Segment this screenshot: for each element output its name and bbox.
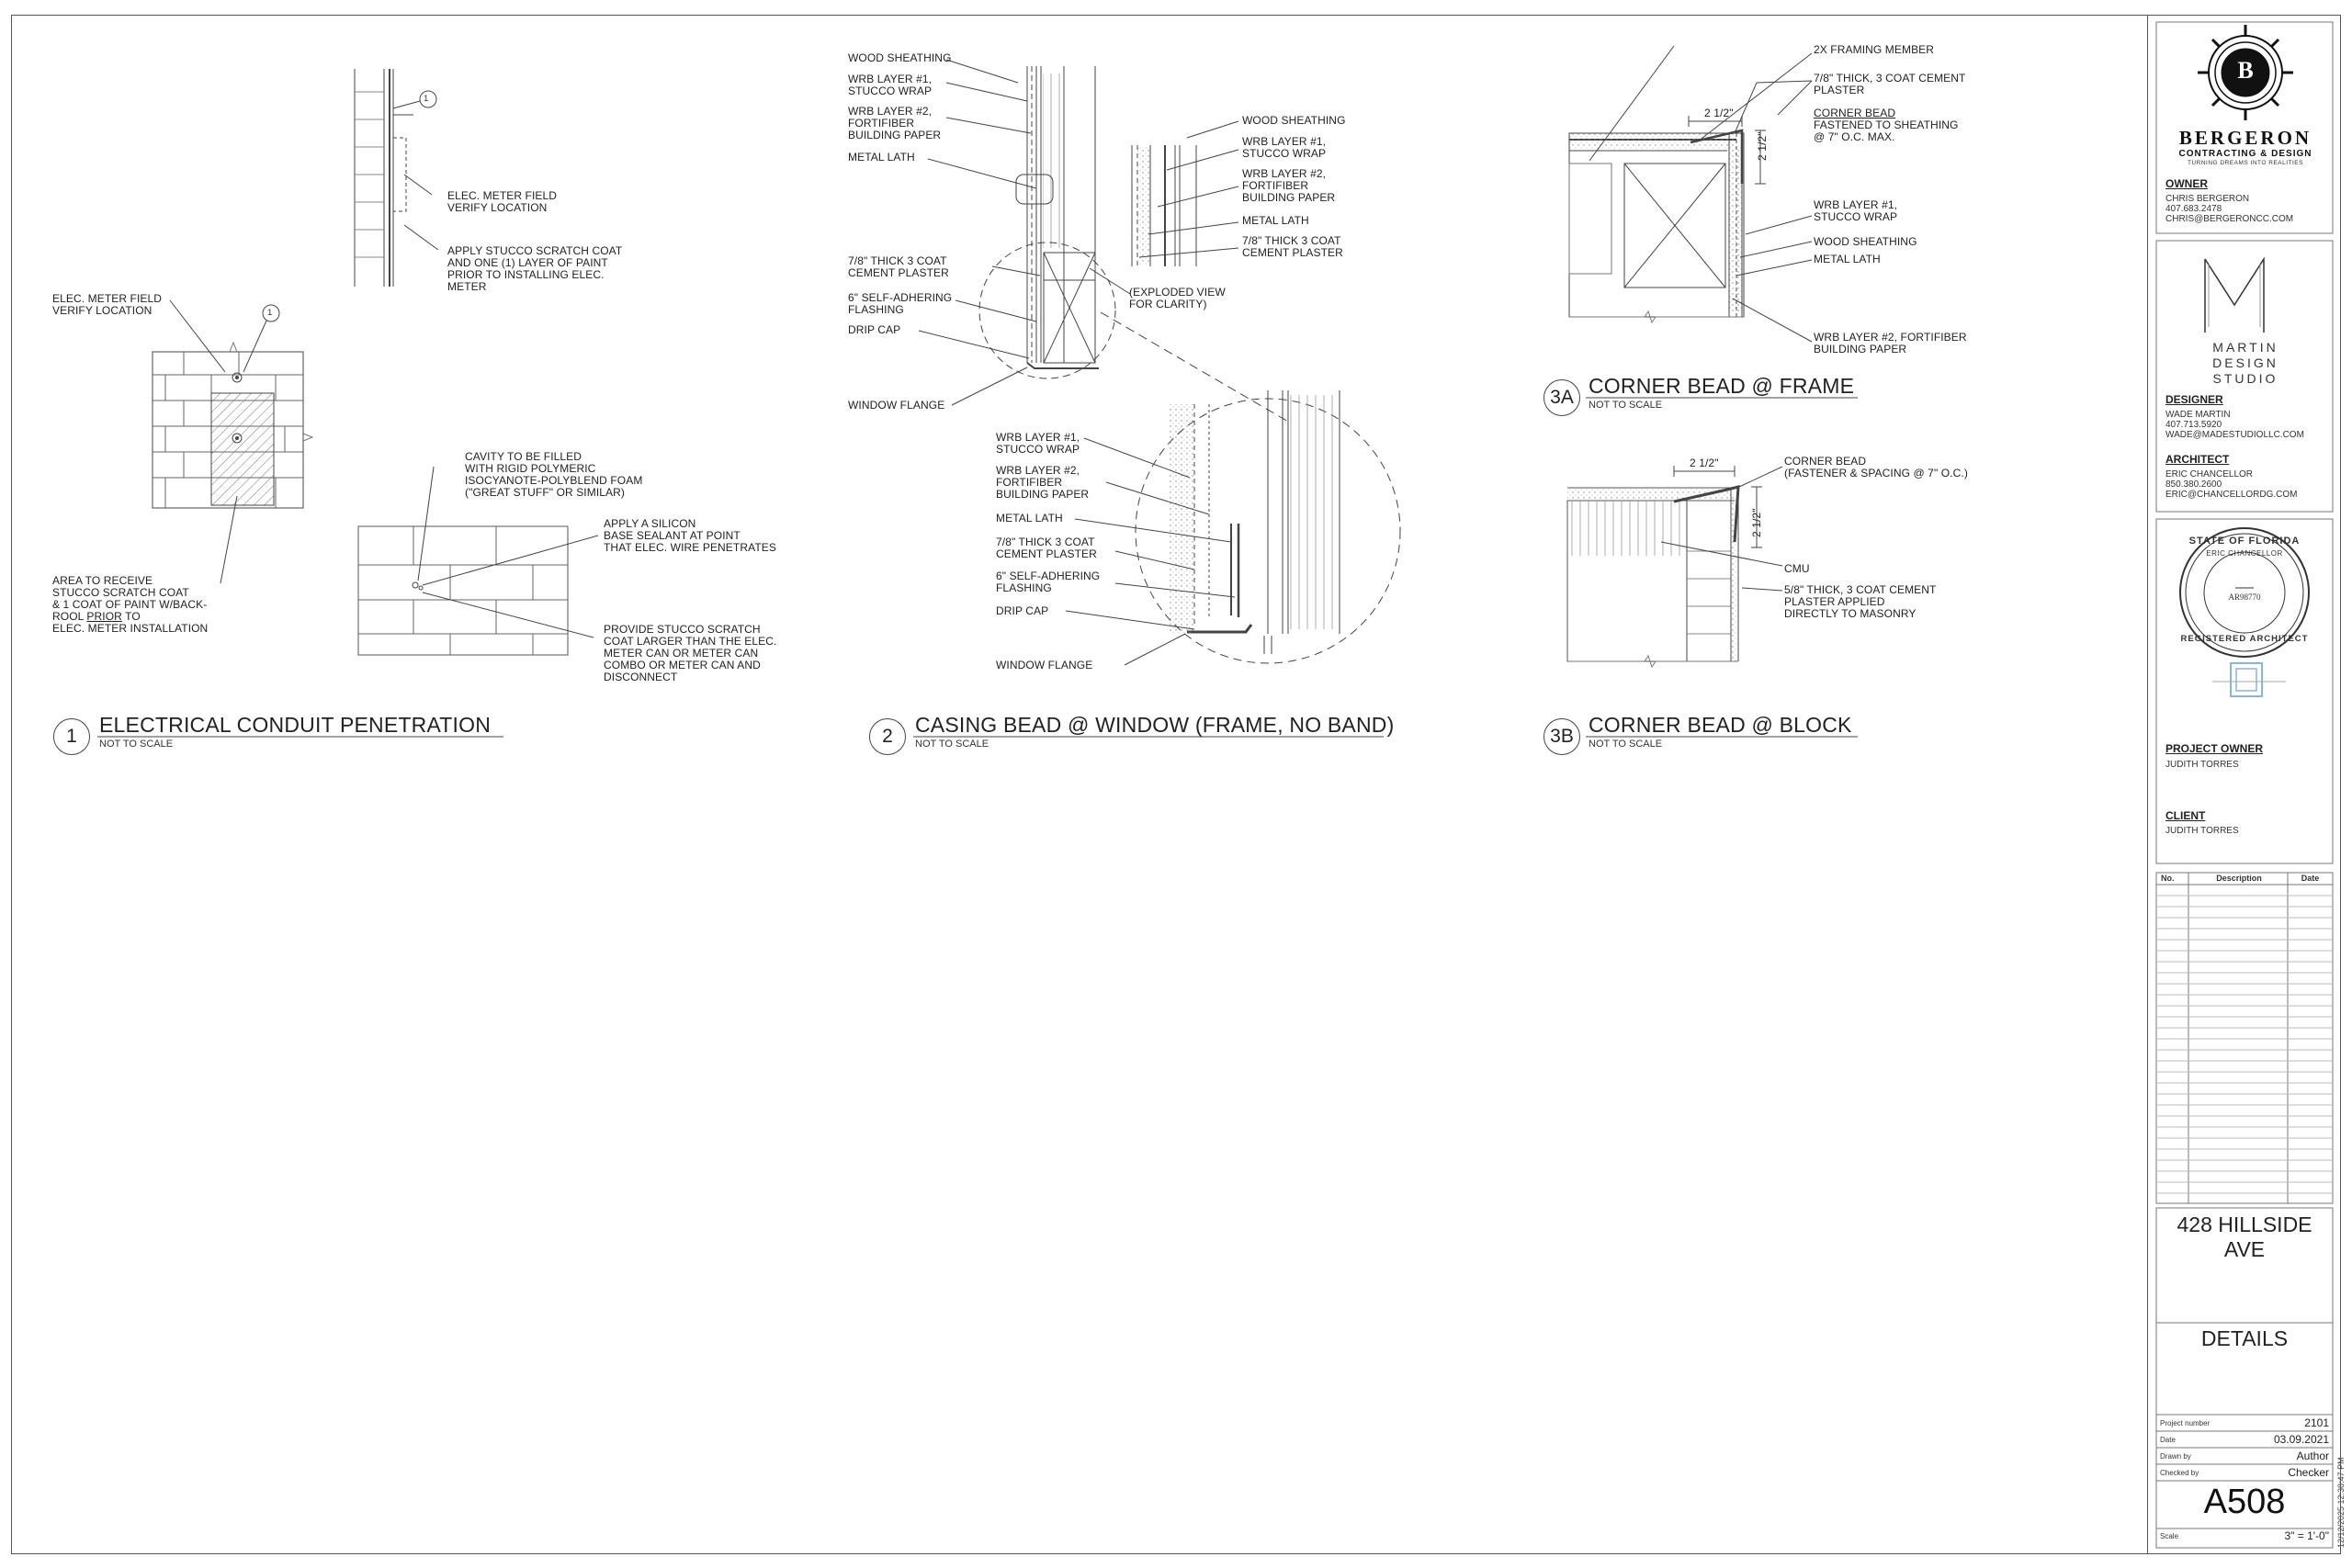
revision-col-date: Date [2301, 874, 2320, 883]
d2-enlarged-flashing: 6" SELF-ADHERING FLASHING [996, 570, 1101, 594]
d2-note-wrb1: WRB LAYER #1, STUCCO WRAP [848, 73, 933, 97]
d2-exploded-wood-sheathing: WOOD SHEATHING [1242, 114, 1346, 127]
title-block [2147, 15, 2342, 1554]
revision-col-no: No. [2161, 874, 2175, 883]
d3b-dim-horizontal: 2 1/2" [1690, 457, 1719, 469]
seal-number: AR98770 [2228, 592, 2261, 602]
seal-name: ERIC CHANCELLOR [2206, 549, 2283, 558]
bergeron-logo-letter: B [2237, 57, 2254, 84]
detail-1-scale: NOT TO SCALE [99, 739, 174, 750]
d3a-note-corner-bead-sub: FASTENED TO SHEATHING @ 7" O.C. MAX. [1814, 118, 1959, 143]
detail-3b-number: 3B [1544, 718, 1580, 755]
note-provide-stucco: PROVIDE STUCCO SCRATCH COAT LARGER THAN THE ELEC. METER CAN OR METER CAN COMBO OR METER CAN AND DISCONNECT [604, 623, 777, 683]
d2-exploded-metal-lath: METAL LATH [1242, 214, 1309, 227]
d3a-note-wrb1: WRB LAYER #1, STUCCO WRAP [1814, 198, 1898, 223]
owner-heading: OWNER [2165, 177, 2208, 190]
note-cavity-foam: CAVITY TO BE FILLED WITH RIGID POLYMERIC ISOCYANOTE-POLYBLEND FOAM ("GREAT STUFF" OR SIMILAR) [465, 450, 643, 499]
d2-note-flashing: 6" SELF-ADHERING FLASHING [848, 291, 953, 316]
d2-exploded-plaster: 7/8" THICK 3 COAT CEMENT PLASTER [1242, 234, 1343, 259]
d3a-note-metal-lath: METAL LATH [1814, 253, 1881, 265]
d2-note-metal-lath: METAL LATH [848, 151, 915, 164]
note-elec-meter-field-left: ELEC. METER FIELD VERIFY LOCATION [52, 292, 163, 317]
detail-1-title: ELECTRICAL CONDUIT PENETRATION [99, 713, 492, 737]
d2-enlarged-plaster: 7/8" THICK 3 COAT CEMENT PLASTER [996, 536, 1097, 560]
note-elec-meter-field-top: ELEC. METER FIELD VERIFY LOCATION [447, 189, 558, 214]
d2-enlarged-metal-lath: METAL LATH [996, 512, 1063, 525]
scale-label: Scale [2160, 1532, 2179, 1540]
d2-note-wrb2: WRB LAYER #2, FORTIFIBER BUILDING PAPER [848, 105, 942, 141]
d2-enlarged-wrb2: WRB LAYER #2, FORTIFIBER BUILDING PAPER [996, 464, 1090, 501]
d2-note-plaster: 7/8" THICK 3 COAT CEMENT PLASTER [848, 254, 949, 279]
d3a-note-plaster: 7/8" THICK, 3 COAT CEMENT PLASTER [1814, 72, 1966, 96]
bergeron-sub: CONTRACTING & DESIGN [2178, 149, 2312, 159]
d2-enlarged-wrb1: WRB LAYER #1, STUCCO WRAP [996, 431, 1080, 456]
seal-state: STATE OF FLORIDA [2188, 536, 2301, 547]
print-timestamp: 12/12/2025 12:38:47 PM [2336, 1457, 2346, 1548]
detail-2-title: CASING BEAD @ WINDOW (FRAME, NO BAND) [915, 713, 1395, 737]
client-heading: CLIENT [2165, 809, 2206, 822]
bergeron-name: BERGERON [2178, 127, 2312, 149]
d2-note-window-flange: WINDOW FLANGE [848, 399, 945, 412]
detail-3a-scale: NOT TO SCALE [1589, 400, 1663, 411]
d3b-note-cmu: CMU [1784, 562, 1810, 575]
d2-note-drip-cap: DRIP CAP [848, 323, 901, 336]
info-label-date: Date [2160, 1436, 2176, 1444]
detail-1-number: 1 [53, 718, 90, 755]
detail-2-scale: NOT TO SCALE [915, 739, 989, 750]
note-silicon-sealant: APPLY A SILICON BASE SEALANT AT POINT THAT ELEC. WIRE PENETRATES [604, 517, 776, 554]
d3a-note-wood-sheathing: WOOD SHEATHING [1814, 235, 1917, 248]
detail-3b-scale: NOT TO SCALE [1589, 739, 1663, 750]
d2-enlarged-window-flange: WINDOW FLANGE [996, 659, 1093, 671]
designer-heading: DESIGNER [2165, 393, 2223, 406]
d2-note-wood-sheathing: WOOD SHEATHING [848, 51, 952, 64]
d3b-dim-vertical: 2 1/2" [1750, 508, 1763, 537]
d2-exploded-note: (EXPLODED VIEW FOR CLARITY) [1129, 286, 1226, 310]
d3b-note-plaster: 5/8" THICK, 3 COAT CEMENT PLASTER APPLIED DIRECTLY TO MASONRY [1784, 583, 1937, 620]
detail-3a-title: CORNER BEAD @ FRAME [1589, 374, 1855, 398]
info-label-drawn-by: Drawn by [2160, 1452, 2191, 1461]
note-area-to-receive: AREA TO RECEIVE STUCCO SCRATCH COAT & 1 COAT OF PAINT W/BACK- ROOL PRIOR TO ELEC. METER INSTALLATION [52, 574, 209, 635]
sheet-number: A508 [2203, 1483, 2286, 1521]
info-value-project-number: 2101 [2304, 1416, 2329, 1429]
seal-title: REGISTERED ARCHITECT [2180, 634, 2309, 644]
project-owner-name: JUDITH TORRES [2165, 760, 2239, 770]
d3a-note-wrb2: WRB LAYER #2, FORTIFIBER BUILDING PAPER [1814, 331, 1967, 355]
sheet-name: DETAILS [2200, 1326, 2289, 1350]
d3a-dim-horizontal: 2 1/2" [1704, 107, 1734, 119]
d2-enlarged-drip-cap: DRIP CAP [996, 604, 1049, 617]
martin-logo-text: MARTIN DESIGN STUDIO [2212, 340, 2278, 386]
info-value-date: 03.09.2021 [2273, 1433, 2329, 1446]
d3a-note-framing: 2X FRAMING MEMBER [1814, 43, 1935, 56]
d2-exploded-wrb2: WRB LAYER #2, FORTIFIBER BUILDING PAPER [1242, 167, 1336, 204]
project-name: 428 HILLSIDE AVE [2177, 1213, 2312, 1261]
architect-info: ERIC CHANCELLOR 850.380.2600 ERIC@CHANCELLORDG.COM [2165, 469, 2298, 500]
bergeron-tagline: TURNING DREAMS INTO REALITIES [2188, 160, 2303, 166]
d3a-dim-vertical: 2 1/2" [1756, 131, 1769, 161]
detail-2-number: 2 [869, 718, 906, 755]
note-apply-stucco: APPLY STUCCO SCRATCH COAT AND ONE (1) LAYER OF PAINT PRIOR TO INSTALLING ELEC. METER [447, 244, 623, 293]
client-name: JUDITH TORRES [2165, 826, 2239, 836]
d2-exploded-wrb1: WRB LAYER #1, STUCCO WRAP [1242, 135, 1327, 160]
d3b-note-corner-bead: CORNER BEAD (FASTENER & SPACING @ 7" O.C.) [1784, 455, 1968, 479]
callout-tag-1: 1 [424, 94, 429, 104]
owner-info: CHRIS BERGERON 407.683.2478 CHRIS@BERGERONCC.COM [2165, 194, 2294, 224]
callout-tag-2: 1 [267, 308, 273, 318]
info-value-checked-by: Checker [2288, 1466, 2329, 1479]
d3a-note-corner-bead: CORNER BEAD [1814, 107, 1896, 119]
info-value-drawn-by: Author [2296, 1450, 2329, 1462]
architect-heading: ARCHITECT [2165, 453, 2230, 466]
detail-3a-number: 3A [1544, 379, 1580, 416]
detail-3b-title: CORNER BEAD @ BLOCK [1589, 713, 1852, 737]
designer-info: WADE MARTIN 407.713.5920 WADE@MADESTUDIOLLC.COM [2165, 410, 2304, 440]
info-label-project-number: Project number [2160, 1419, 2211, 1427]
project-owner-heading: PROJECT OWNER [2165, 742, 2264, 755]
scale-value: 3" = 1'-0" [2284, 1529, 2329, 1542]
info-label-checked-by: Checked by [2160, 1469, 2199, 1477]
revision-col-description: Description [2216, 874, 2262, 883]
